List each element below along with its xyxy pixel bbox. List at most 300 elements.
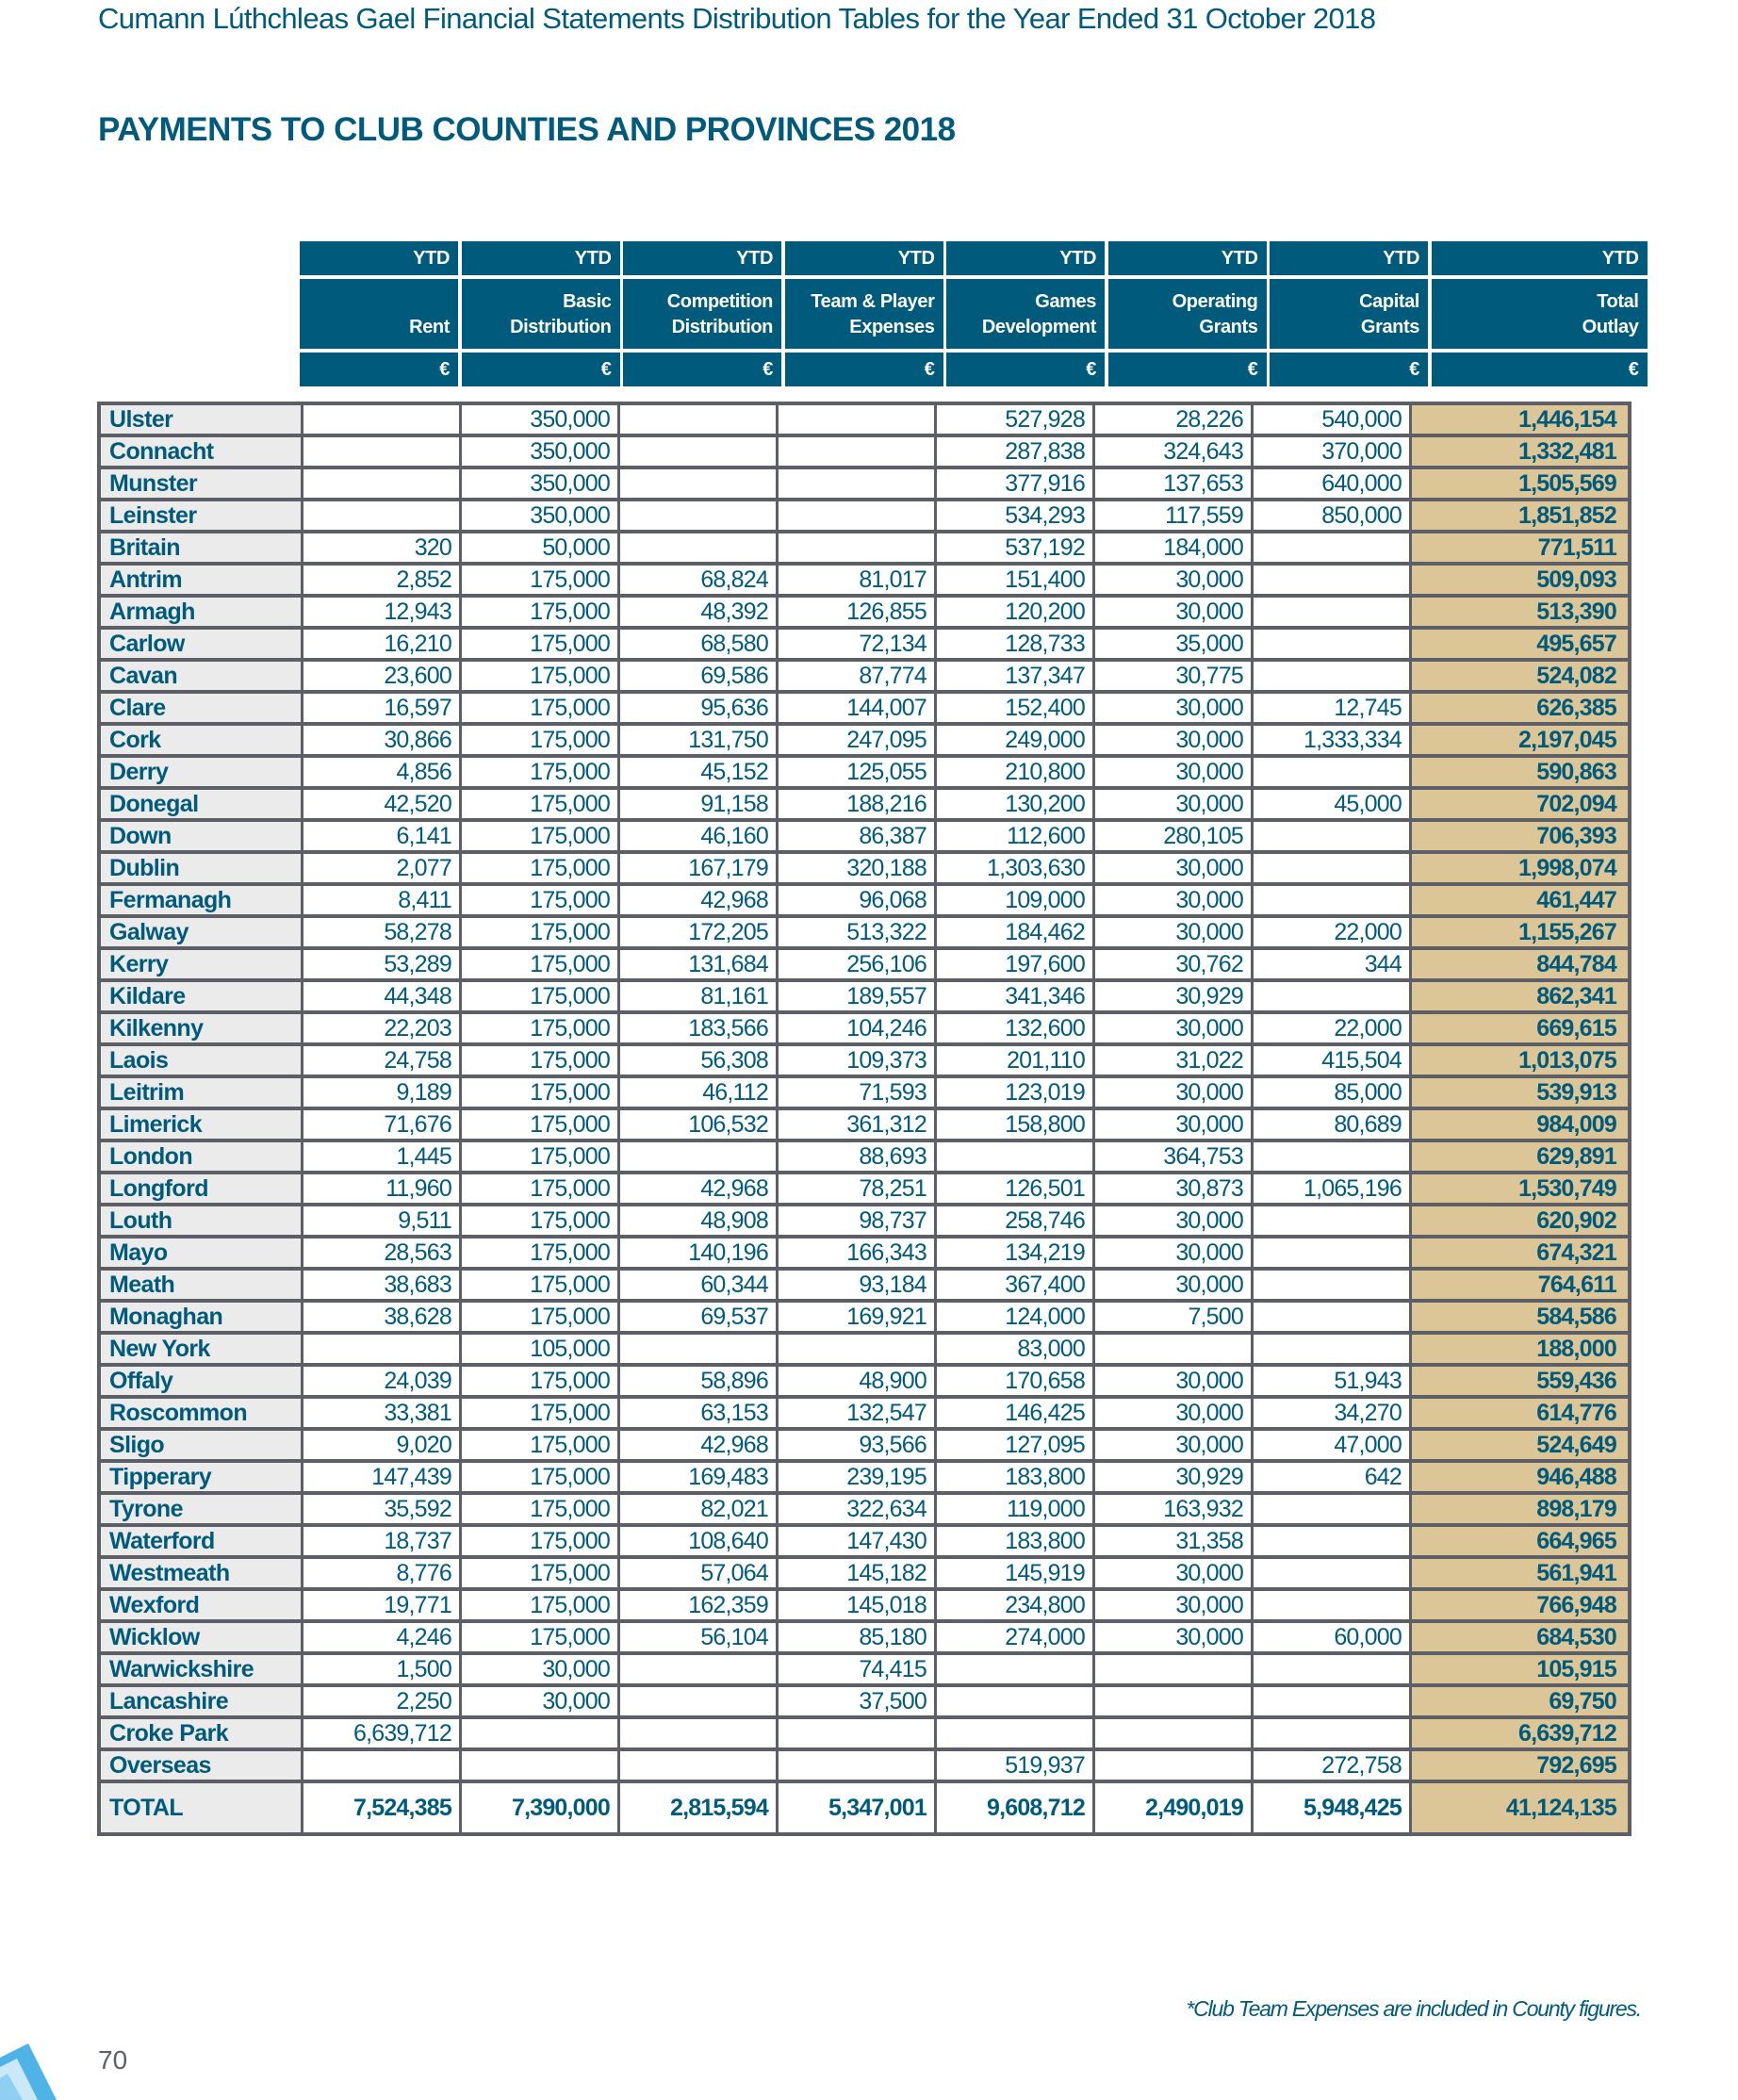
value-cell: 108,640 [620,1527,779,1559]
value-cell: 9,020 [303,1431,462,1463]
value-cell: 7,500 [1095,1303,1254,1335]
row-name: Clare [101,694,303,726]
row-total-cell: 764,611 [1412,1271,1628,1303]
value-cell: 105,000 [462,1335,620,1367]
value-cell [1254,854,1412,886]
column-header [300,279,458,349]
value-cell: 175,000 [462,1495,620,1527]
value-cell: 42,968 [620,1174,779,1206]
row-total-cell: 524,649 [1412,1431,1628,1463]
value-cell: 4,246 [303,1623,462,1655]
value-cell: 24,039 [303,1367,462,1399]
row-total-cell: 1,155,267 [1412,918,1628,950]
value-cell: 81,161 [620,982,779,1014]
table-row [101,1527,1628,1559]
value-cell [1254,1142,1412,1174]
value-cell [303,437,462,469]
row-total-cell: 629,891 [1412,1142,1628,1174]
row-name: London [101,1142,303,1174]
value-cell: 56,104 [620,1623,779,1655]
value-cell: 175,000 [462,1463,620,1495]
value-cell: 6,141 [303,822,462,854]
row-name: Britain [101,533,303,566]
value-cell: 146,425 [937,1399,1095,1431]
value-cell: 201,110 [937,1046,1095,1078]
value-cell: 46,112 [620,1078,779,1110]
value-cell: 350,000 [462,405,620,437]
row-name: Sligo [101,1431,303,1463]
row-total-cell: 1,332,481 [1412,437,1628,469]
table-row [101,566,1628,598]
value-cell: 35,000 [1095,630,1254,662]
value-cell: 642 [1254,1463,1412,1495]
value-cell: 320 [303,533,462,566]
currency-label: € [462,353,620,386]
row-name: Down [101,822,303,854]
table-row [101,918,1628,950]
value-cell: 30,866 [303,726,462,758]
table-row [101,1623,1628,1655]
value-cell [779,501,937,533]
value-cell: 130,200 [937,790,1095,822]
value-cell [1254,1719,1412,1751]
value-cell [1254,1687,1412,1719]
value-cell [937,1719,1095,1751]
row-name: Connacht [101,437,303,469]
table-row [101,1495,1628,1527]
column-header-line2: Development [981,317,1096,337]
column-period-label: YTD [785,241,943,275]
value-cell: 11,960 [303,1174,462,1206]
row-name: Kerry [101,950,303,982]
value-cell: 30,000 [1095,694,1254,726]
value-cell: 537,192 [937,533,1095,566]
value-cell: 2,077 [303,854,462,886]
value-cell: 9,511 [303,1206,462,1239]
value-cell: 71,676 [303,1110,462,1142]
row-total-cell: 684,530 [1412,1623,1628,1655]
currency-label: € [623,353,781,386]
value-cell: 6,639,712 [303,1719,462,1751]
value-cell [303,1751,462,1783]
value-cell: 85,000 [1254,1078,1412,1110]
value-cell [779,1751,937,1783]
value-cell: 48,392 [620,598,779,630]
value-cell: 175,000 [462,1431,620,1463]
value-cell: 19,771 [303,1591,462,1623]
page-number: 70 [98,2045,128,2075]
value-cell: 30,000 [1095,1431,1254,1463]
currency-label: € [946,353,1105,386]
value-cell: 175,000 [462,758,620,790]
currency-label: € [1108,353,1267,386]
value-cell [1254,630,1412,662]
row-name: Warwickshire [101,1655,303,1687]
value-cell: 527,928 [937,405,1095,437]
value-cell: 91,158 [620,790,779,822]
value-cell: 370,000 [1254,437,1412,469]
value-cell: 42,968 [620,886,779,918]
value-cell: 50,000 [462,533,620,566]
value-cell [1254,598,1412,630]
value-cell: 30,000 [1095,758,1254,790]
value-cell [1254,982,1412,1014]
row-total-cell: 1,851,852 [1412,501,1628,533]
row-name: Donegal [101,790,303,822]
value-cell: 85,180 [779,1623,937,1655]
row-total-cell: 626,385 [1412,694,1628,726]
value-cell: 350,000 [462,437,620,469]
value-cell [1254,758,1412,790]
value-cell: 30,775 [1095,662,1254,694]
value-cell: 30,000 [462,1655,620,1687]
value-cell: 12,745 [1254,694,1412,726]
value-cell: 8,411 [303,886,462,918]
value-cell [937,1655,1095,1687]
value-cell: 2,250 [303,1687,462,1719]
value-cell: 128,733 [937,630,1095,662]
column-header-line2: Outlay [1582,317,1639,337]
value-cell: 170,658 [937,1367,1095,1399]
column-header [785,279,943,349]
value-cell: 30,000 [1095,566,1254,598]
value-cell: 175,000 [462,1014,620,1046]
value-cell: 2,852 [303,566,462,598]
row-name: Ulster [101,405,303,437]
value-cell: 1,445 [303,1142,462,1174]
value-cell: 163,932 [1095,1495,1254,1527]
value-cell [779,1719,937,1751]
row-total-cell: 844,784 [1412,950,1628,982]
value-cell: 167,179 [620,854,779,886]
value-cell: 175,000 [462,1206,620,1239]
row-total-cell: 664,965 [1412,1527,1628,1559]
value-cell: 272,758 [1254,1751,1412,1783]
value-cell: 247,095 [779,726,937,758]
value-cell: 158,800 [937,1110,1095,1142]
value-cell: 4,856 [303,758,462,790]
value-cell: 63,153 [620,1399,779,1431]
table-row [101,1174,1628,1206]
column-header [1270,279,1428,349]
row-name: Galway [101,918,303,950]
value-cell [1254,662,1412,694]
value-cell: 30,000 [1095,726,1254,758]
value-cell [620,1142,779,1174]
row-total-cell: 984,009 [1412,1110,1628,1142]
value-cell [620,1719,779,1751]
value-cell [1095,1687,1254,1719]
value-cell: 145,182 [779,1559,937,1591]
value-cell [1254,533,1412,566]
value-cell: 60,344 [620,1271,779,1303]
table-row [101,1751,1628,1783]
value-cell: 30,000 [1095,886,1254,918]
value-cell: 83,000 [937,1335,1095,1367]
value-cell: 132,547 [779,1399,937,1431]
row-name: Leitrim [101,1078,303,1110]
table-row [101,1206,1628,1239]
value-cell: 48,908 [620,1206,779,1239]
value-cell [779,405,937,437]
row-name: Kildare [101,982,303,1014]
table-row [101,533,1628,566]
value-cell: 71,593 [779,1078,937,1110]
row-total-cell: 105,915 [1412,1655,1628,1687]
table-row [101,1431,1628,1463]
table-row [101,694,1628,726]
value-cell [1254,1239,1412,1271]
value-cell: 175,000 [462,1046,620,1078]
currency-label: € [1270,353,1428,386]
value-cell: 57,064 [620,1559,779,1591]
value-cell: 106,532 [620,1110,779,1142]
table-row [101,662,1628,694]
value-cell: 147,430 [779,1527,937,1559]
value-cell: 184,462 [937,918,1095,950]
value-cell [1095,1719,1254,1751]
table-row [101,1110,1628,1142]
table-row [101,1655,1628,1687]
row-name: Armagh [101,598,303,630]
value-cell: 144,007 [779,694,937,726]
table-row [101,1463,1628,1495]
value-cell: 249,000 [937,726,1095,758]
value-cell: 125,055 [779,758,937,790]
value-cell: 2,490,019 [1095,1783,1254,1832]
value-cell: 175,000 [462,1559,620,1591]
row-name: Laois [101,1046,303,1078]
value-cell: 8,776 [303,1559,462,1591]
value-cell: 30,873 [1095,1174,1254,1206]
value-cell: 34,270 [1254,1399,1412,1431]
value-cell: 30,000 [1095,1367,1254,1399]
value-cell: 175,000 [462,982,620,1014]
value-cell [937,1687,1095,1719]
table-row [101,1559,1628,1591]
value-cell: 96,068 [779,886,937,918]
row-name: Meath [101,1271,303,1303]
value-cell: 56,308 [620,1046,779,1078]
value-cell: 30,929 [1095,982,1254,1014]
value-cell: 341,346 [937,982,1095,1014]
row-name: Louth [101,1206,303,1239]
value-cell: 175,000 [462,822,620,854]
value-cell: 5,948,425 [1254,1783,1412,1832]
row-name: Dublin [101,854,303,886]
row-total-cell: 706,393 [1412,822,1628,854]
row-total-cell: 1,998,074 [1412,854,1628,886]
value-cell: 69,586 [620,662,779,694]
row-name: Wicklow [101,1623,303,1655]
value-cell: 88,693 [779,1142,937,1174]
row-name: Tyrone [101,1495,303,1527]
value-cell: 72,134 [779,630,937,662]
value-cell: 18,737 [303,1527,462,1559]
value-cell [303,501,462,533]
value-cell: 274,000 [937,1623,1095,1655]
value-cell: 175,000 [462,630,620,662]
value-cell [620,437,779,469]
row-name: Overseas [101,1751,303,1783]
currency-label: € [300,353,458,386]
value-cell [620,533,779,566]
row-name: Offaly [101,1367,303,1399]
value-cell: 175,000 [462,1271,620,1303]
column-header-grid [300,241,1649,386]
value-cell: 175,000 [462,790,620,822]
row-name: Cavan [101,662,303,694]
row-total-cell: 495,657 [1412,630,1628,662]
value-cell: 30,000 [1095,918,1254,950]
value-cell: 175,000 [462,726,620,758]
value-cell: 38,628 [303,1303,462,1335]
value-cell: 188,216 [779,790,937,822]
value-cell: 12,943 [303,598,462,630]
row-total-cell: 509,093 [1412,566,1628,598]
value-cell: 22,000 [1254,1014,1412,1046]
value-cell: 53,289 [303,950,462,982]
value-cell: 1,333,334 [1254,726,1412,758]
row-name: Monaghan [101,1303,303,1335]
value-cell: 175,000 [462,1623,620,1655]
value-cell: 287,838 [937,437,1095,469]
value-cell: 117,559 [1095,501,1254,533]
value-cell: 540,000 [1254,405,1412,437]
column-header-line2: Distribution [510,317,612,337]
total-row [101,1783,1628,1832]
column-header-line1: Competition [666,291,773,312]
value-cell [937,1142,1095,1174]
value-cell: 47,000 [1254,1431,1412,1463]
column-period-label: YTD [1270,241,1428,275]
value-cell: 80,689 [1254,1110,1412,1142]
value-cell: 30,000 [1095,1399,1254,1431]
value-cell: 175,000 [462,886,620,918]
currency-label: € [785,353,943,386]
value-cell: 30,000 [1095,790,1254,822]
table-row [101,1719,1628,1751]
value-cell: 30,000 [1095,1271,1254,1303]
value-cell: 184,000 [1095,533,1254,566]
table-row [101,405,1628,437]
value-cell: 30,929 [1095,1463,1254,1495]
value-cell: 42,520 [303,790,462,822]
value-cell: 151,400 [937,566,1095,598]
value-cell: 361,312 [779,1110,937,1142]
value-cell [1254,1335,1412,1367]
value-cell [620,1655,779,1687]
value-cell [303,1335,462,1367]
value-cell: 1,065,196 [1254,1174,1412,1206]
row-total-cell: 620,902 [1412,1206,1628,1239]
value-cell: 123,019 [937,1078,1095,1110]
row-total-cell: 1,013,075 [1412,1046,1628,1078]
value-cell: 30,000 [1095,598,1254,630]
table-row [101,630,1628,662]
value-cell: 7,390,000 [462,1783,620,1832]
column-header-line1 [308,289,450,315]
value-cell: 30,000 [1095,1559,1254,1591]
column-header-line2: Grants [1360,317,1419,337]
table-row [101,758,1628,790]
value-cell: 175,000 [462,1142,620,1174]
value-cell: 175,000 [462,662,620,694]
value-cell: 86,387 [779,822,937,854]
value-cell: 1,303,630 [937,854,1095,886]
table-row [101,1078,1628,1110]
column-header-line1: Operating [1172,291,1258,312]
row-name: Longford [101,1174,303,1206]
value-cell: 42,968 [620,1431,779,1463]
row-total-cell: 1,446,154 [1412,405,1628,437]
value-cell: 119,000 [937,1495,1095,1527]
value-cell: 350,000 [462,469,620,501]
value-cell: 30,000 [1095,1078,1254,1110]
value-cell: 28,563 [303,1239,462,1271]
value-cell: 344 [1254,950,1412,982]
table-row [101,1303,1628,1335]
value-cell: 16,597 [303,694,462,726]
value-cell: 30,762 [1095,950,1254,982]
table-row [101,726,1628,758]
value-cell: 93,184 [779,1271,937,1303]
value-cell: 30,000 [462,1687,620,1719]
decorative-stripe-icon [0,2025,57,2100]
column-header-line2: Grants [1199,317,1258,337]
table-row [101,598,1628,630]
value-cell [779,469,937,501]
footnote: *Club Team Expenses are included in County figures. [1186,1996,1641,2021]
value-cell [779,533,937,566]
value-cell: 9,608,712 [937,1783,1095,1832]
value-cell: 175,000 [462,1110,620,1142]
value-cell: 134,219 [937,1239,1095,1271]
value-cell: 74,415 [779,1655,937,1687]
column-period-label: YTD [1432,241,1648,275]
value-cell: 258,746 [937,1206,1095,1239]
value-cell: 38,683 [303,1271,462,1303]
value-cell: 175,000 [462,1303,620,1335]
column-header-line1: Total [1597,291,1639,312]
value-cell: 48,900 [779,1367,937,1399]
currency-label: € [1432,353,1648,386]
row-total-cell: 1,530,749 [1412,1174,1628,1206]
value-cell [1254,1206,1412,1239]
row-total-cell: 41,124,135 [1412,1783,1628,1832]
value-cell: 68,824 [620,566,779,598]
value-cell [1254,1527,1412,1559]
row-name: Kilkenny [101,1014,303,1046]
value-cell: 46,160 [620,822,779,854]
value-cell [1254,822,1412,854]
row-total-cell: 2,197,045 [1412,726,1628,758]
row-name: Mayo [101,1239,303,1271]
row-name: Westmeath [101,1559,303,1591]
row-name: TOTAL [101,1783,303,1832]
value-cell: 519,937 [937,1751,1095,1783]
value-cell: 137,653 [1095,469,1254,501]
table-row [101,1046,1628,1078]
table-row [101,1271,1628,1303]
value-cell: 109,000 [937,886,1095,918]
row-total-cell: 674,321 [1412,1239,1628,1271]
column-period-label: YTD [623,241,781,275]
row-total-cell: 862,341 [1412,982,1628,1014]
value-cell [1254,1655,1412,1687]
row-name: Antrim [101,566,303,598]
value-cell: 137,347 [937,662,1095,694]
